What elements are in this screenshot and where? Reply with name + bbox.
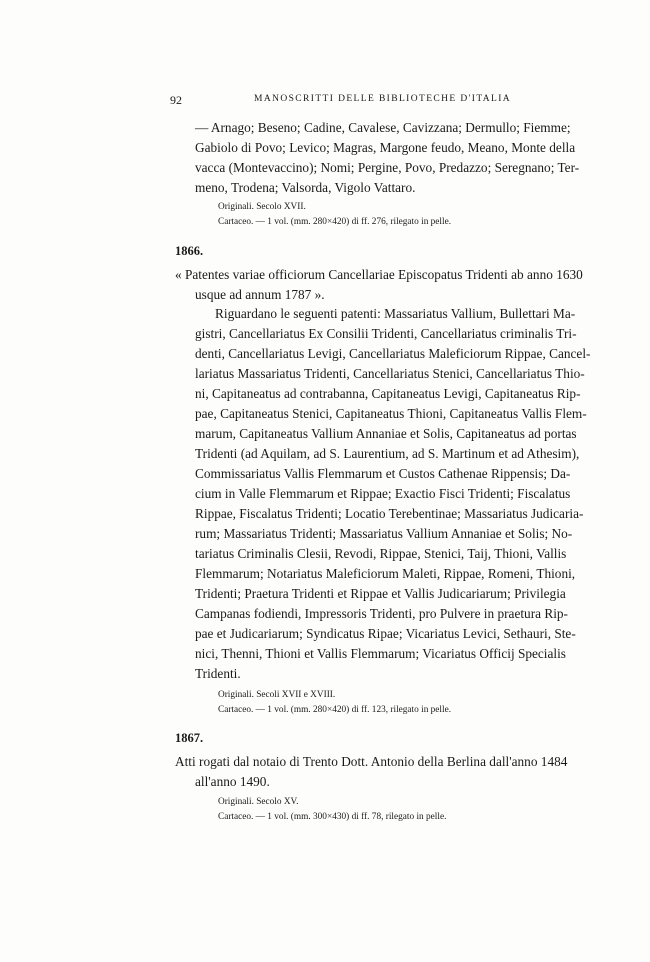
text-line: — Arnago; Beseno; Cadine, Cavalese, Cavizzana; Dermullo; Fiemme; xyxy=(195,120,571,135)
entry-title-line: usque ad annum 1787 ». xyxy=(195,287,325,302)
originali-note: Originali. Secolo XV. xyxy=(218,797,299,807)
originali-note: Originali. Secoli XVII e XVIII. xyxy=(218,690,336,700)
entry-number: 1867. xyxy=(175,731,204,745)
text-line: Gabiolo di Povo; Levico; Magras, Margone feudo, Meano, Monte della xyxy=(195,140,576,155)
body-line: denti, Cancellariatus Levigi, Cancellariatus Maleficiorum Rippae, Cancel- xyxy=(195,346,591,361)
text-line: meno, Trodena; Valsorda, Vigolo Vattaro. xyxy=(195,180,416,195)
page-header xyxy=(170,93,578,109)
body-line: gistri, Cancellariatus Ex Consilii Tridenti, Cancellariatus criminalis Tri- xyxy=(195,326,577,341)
body-line: tariatus Criminalis Clesii, Revodi, Rippae, Stenici, Taij, Thioni, Vallis xyxy=(195,546,567,561)
body-line: nici, Thenni, Thioni et Vallis Flemmarum; Vicariatus Officij Specialis xyxy=(195,646,566,661)
entry-title-line: Atti rogati dal notaio di Trento Dott. Antonio della Berlina dall'anno 1484 xyxy=(175,754,568,769)
body-line: Rippae, Fiscalatus Tridenti; Locatio Terebentinae; Massariatus Judicaria- xyxy=(195,506,584,521)
originali-note: Originali. Secolo XVII. xyxy=(218,202,306,212)
body-line: Flemmarum; Notariatus Maleficiorum Maleti, Rippae, Romeni, Thioni, xyxy=(195,566,576,581)
body-line: cium in Valle Flemmarum et Rippae; Exactio Fisci Tridenti; Fiscalatus xyxy=(195,486,571,501)
cartaceo-note: Cartaceo. — 1 vol. (mm. 300×430) di ff. 78, rilegato in pelle. xyxy=(218,812,447,822)
page-number: 92 xyxy=(170,93,182,107)
body-line: Tridenti (ad Aquilam, ad S. Laurentium, ad S. Martinum et ad Athesim), xyxy=(195,446,580,461)
body-line: Tridenti. xyxy=(195,666,241,681)
body-line: Riguardano le seguenti patenti: Massariatus Vallium, Bullettari Ma- xyxy=(215,306,576,321)
body-line: marum, Capitaneatus Vallium Annaniae et Solis, Capitaneatus ad portas xyxy=(195,426,577,441)
body-line: rum; Massariatus Tridenti; Massariatus Vallium Annaniae et Solis; No- xyxy=(195,526,573,541)
cartaceo-note: Cartaceo. — 1 vol. (mm. 280×420) di ff. 276, rilegato in pelle. xyxy=(218,217,452,227)
cartaceo-note: Cartaceo. — 1 vol. (mm. 280×420) di ff. 123, rilegato in pelle. xyxy=(218,705,452,715)
body-line: Commissariatus Vallis Flemmarum et Custos Cathenae Rippensis; Da- xyxy=(195,466,571,481)
body-line: Tridenti; Praetura Tridenti et Rippae et Vallis Judicariarum; Privilegia xyxy=(195,586,566,601)
entry-title-line: all'anno 1490. xyxy=(195,774,270,789)
text-line: vacca (Montevaccino); Nomi; Pergine, Povo, Predazzo; Seregnano; Ter- xyxy=(195,160,580,175)
entry-title-line: « Patentes variae officiorum Cancellariae Episcopatus Tridenti ab anno 1630 xyxy=(175,267,583,282)
entry-number: 1866. xyxy=(175,244,204,258)
body-line: pae, Capitaneatus Stenici, Capitaneatus Thioni, Capitaneatus Vallis Flem- xyxy=(195,406,587,421)
body-line: pae et Judicariarum; Syndicatus Ripae; Vicariatus Levici, Sethauri, Ste- xyxy=(195,626,576,641)
body-line: Campanas fodiendi, Impressoris Tridenti, pro Pulvere in praetura Rip- xyxy=(195,606,568,621)
running-title: MANOSCRITTI DELLE BIBLIOTECHE D'ITALIA xyxy=(254,94,512,104)
body-line: lariatus Massariatus Tridenti, Cancellariatus Stenici, Cancellariatus Thio- xyxy=(195,366,585,381)
body-line: ni, Capitaneatus ad contrabanna, Capitaneatus Levigi, Capitaneatus Rip- xyxy=(195,386,581,401)
